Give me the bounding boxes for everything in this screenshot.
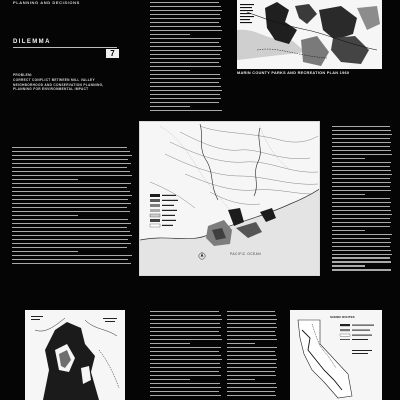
text-line: [12, 203, 131, 204]
text-line: [150, 6, 221, 7]
text-line: [150, 355, 221, 356]
text-line: [150, 319, 222, 320]
text-line: [150, 14, 220, 15]
text-line: [150, 359, 222, 360]
text-line: [332, 214, 392, 215]
text-line: [150, 347, 221, 348]
text-line: [12, 159, 128, 160]
text-line: [227, 315, 276, 316]
marin-parks-map-graphic: [237, 0, 382, 69]
text-line: [12, 155, 132, 156]
text-line: [150, 351, 219, 352]
text-line: [150, 110, 222, 111]
text-line: [12, 251, 78, 252]
text-line: [332, 186, 390, 187]
text-line: [150, 327, 221, 328]
marin-parks-map: [237, 0, 382, 69]
text-line: [332, 166, 390, 167]
text-line: [150, 78, 221, 79]
text-line: [150, 30, 222, 31]
text-line: [227, 343, 255, 344]
text-line: [332, 142, 391, 143]
text-line: [150, 2, 219, 3]
text-line: [150, 10, 222, 11]
text-line: [150, 311, 219, 312]
running-header: PLANNING AND DECISIONS: [13, 0, 80, 5]
text-line: [150, 331, 219, 332]
text-line: [12, 171, 130, 172]
text-column-top-center: [150, 2, 222, 114]
text-column-right: [332, 126, 392, 274]
text-line: [150, 26, 221, 27]
text-line: [332, 202, 391, 203]
text-line: [12, 223, 131, 224]
text-column-left: [12, 147, 132, 267]
section-title: DILEMMA: [13, 39, 51, 45]
text-line: [332, 261, 391, 262]
text-line: [150, 323, 220, 324]
text-line: [12, 167, 127, 168]
text-line: [332, 174, 392, 175]
text-line: [227, 395, 276, 396]
text-line: [12, 179, 78, 180]
text-line: [227, 355, 276, 356]
text-line: [12, 219, 128, 220]
text-line: [332, 198, 390, 199]
regional-plan-map-graphic: [140, 122, 320, 276]
problem-statement: [13, 73, 123, 92]
text-line: [12, 207, 127, 208]
text-line: [12, 183, 131, 184]
text-line: [227, 363, 276, 364]
text-line: [150, 62, 219, 63]
text-line: [332, 194, 365, 195]
text-line: [150, 86, 221, 87]
text-line: [150, 391, 219, 392]
text-line: [150, 42, 219, 43]
text-line: [332, 210, 391, 211]
text-line: [12, 243, 131, 244]
text-line: [150, 315, 221, 316]
ocean-label: PACIFIC OCEAN: [230, 252, 262, 256]
text-line: [12, 163, 131, 164]
text-line: [332, 230, 365, 231]
text-line: [150, 74, 220, 75]
problem-line: NEIGHBORHOOD AND CONSERVATION PLANNING,: [13, 82, 104, 87]
state-map-title: SCENIC ROUTES: [330, 315, 355, 319]
problem-line: PLANNING FOR ENVIRONMENTAL IMPACT: [13, 87, 89, 92]
text-line: [227, 331, 275, 332]
text-line: [12, 191, 130, 192]
text-line: [227, 371, 275, 372]
problem-label: PROBLEM:: [13, 73, 33, 77]
regional-plan-map: [139, 121, 320, 276]
text-line: [227, 375, 276, 376]
text-line: [332, 226, 390, 227]
text-line: [150, 102, 219, 103]
text-line: [150, 18, 221, 19]
text-line: [332, 126, 390, 127]
text-line: [12, 187, 127, 188]
text-line: [227, 335, 276, 336]
text-line: [12, 175, 132, 176]
text-line: [150, 50, 222, 51]
text-line: [12, 263, 131, 264]
text-line: [227, 323, 276, 324]
text-line: [150, 70, 190, 71]
text-line: [12, 227, 127, 228]
text-column-bottom-center-left: [150, 311, 222, 399]
text-line: [12, 231, 130, 232]
text-line: [12, 215, 78, 216]
text-line: [332, 222, 391, 223]
marin-parks-map-caption: MARIN COUNTY PARKS AND RECREATION PLAN 1960: [237, 71, 350, 75]
text-line: [12, 147, 127, 148]
text-line: [150, 106, 190, 107]
text-line: [150, 94, 220, 95]
text-line: [332, 250, 391, 251]
text-line: [150, 371, 219, 372]
text-line: [227, 387, 277, 388]
text-line: [227, 391, 275, 392]
text-line: [12, 255, 132, 256]
text-line: [332, 170, 391, 171]
text-line: [150, 383, 220, 384]
text-line: [332, 254, 392, 255]
text-line: [332, 154, 392, 155]
text-line: [150, 379, 190, 380]
text-line: [332, 138, 390, 139]
text-line: [12, 151, 130, 152]
text-line: [227, 359, 277, 360]
text-line: [227, 311, 275, 312]
text-line: [332, 146, 390, 147]
text-line: [332, 150, 391, 151]
text-line: [150, 387, 221, 388]
text-line: [150, 66, 221, 67]
text-line: [150, 339, 222, 340]
section-number: 7: [106, 49, 119, 58]
text-line: [332, 190, 391, 191]
text-line: [332, 158, 365, 159]
text-line: [12, 235, 132, 236]
text-line: [227, 347, 277, 348]
text-line: [150, 58, 221, 59]
text-line: [227, 367, 277, 368]
text-line: [227, 383, 276, 384]
text-line: [227, 351, 275, 352]
text-line: [227, 319, 277, 320]
text-line: [150, 343, 190, 344]
text-line: [332, 257, 390, 258]
state-scenic-routes-map-graphic: [290, 310, 382, 400]
text-line: [12, 247, 127, 248]
text-line: [332, 178, 390, 179]
text-line: [332, 206, 390, 207]
text-line: [150, 38, 221, 39]
bottom-left-map-graphic: [25, 310, 125, 400]
text-column-bottom-center-right: [227, 311, 277, 399]
text-line: [332, 134, 392, 135]
text-line: [332, 182, 391, 183]
text-line: [12, 211, 130, 212]
text-line: [332, 269, 391, 270]
text-line: [150, 46, 221, 47]
text-line: [332, 246, 390, 247]
text-line: [150, 363, 220, 364]
text-line: [332, 218, 390, 219]
problem-line: CORRECT CONFLICT BETWEEN MILL VALLEY: [13, 78, 95, 83]
text-line: [150, 395, 221, 396]
text-line: [150, 54, 220, 55]
text-line: [332, 130, 391, 131]
text-line: [227, 327, 277, 328]
state-scenic-routes-map: [290, 310, 382, 400]
text-line: [150, 375, 221, 376]
text-line: [12, 259, 128, 260]
text-line: [150, 367, 221, 368]
text-line: [332, 242, 391, 243]
text-line: [332, 234, 392, 235]
text-line: [150, 90, 222, 91]
text-line: [227, 339, 277, 340]
text-line: [150, 22, 219, 23]
text-line: [150, 98, 221, 99]
text-line: [227, 379, 255, 380]
section-rule: [13, 47, 117, 48]
text-line: [332, 162, 391, 163]
text-line: [12, 195, 132, 196]
text-line: [12, 199, 128, 200]
text-line: [12, 239, 128, 240]
text-line: [332, 238, 390, 239]
text-line: [150, 34, 190, 35]
text-line: [150, 335, 221, 336]
text-line: [150, 82, 219, 83]
text-line: [332, 265, 365, 266]
bottom-left-map: [25, 310, 125, 400]
